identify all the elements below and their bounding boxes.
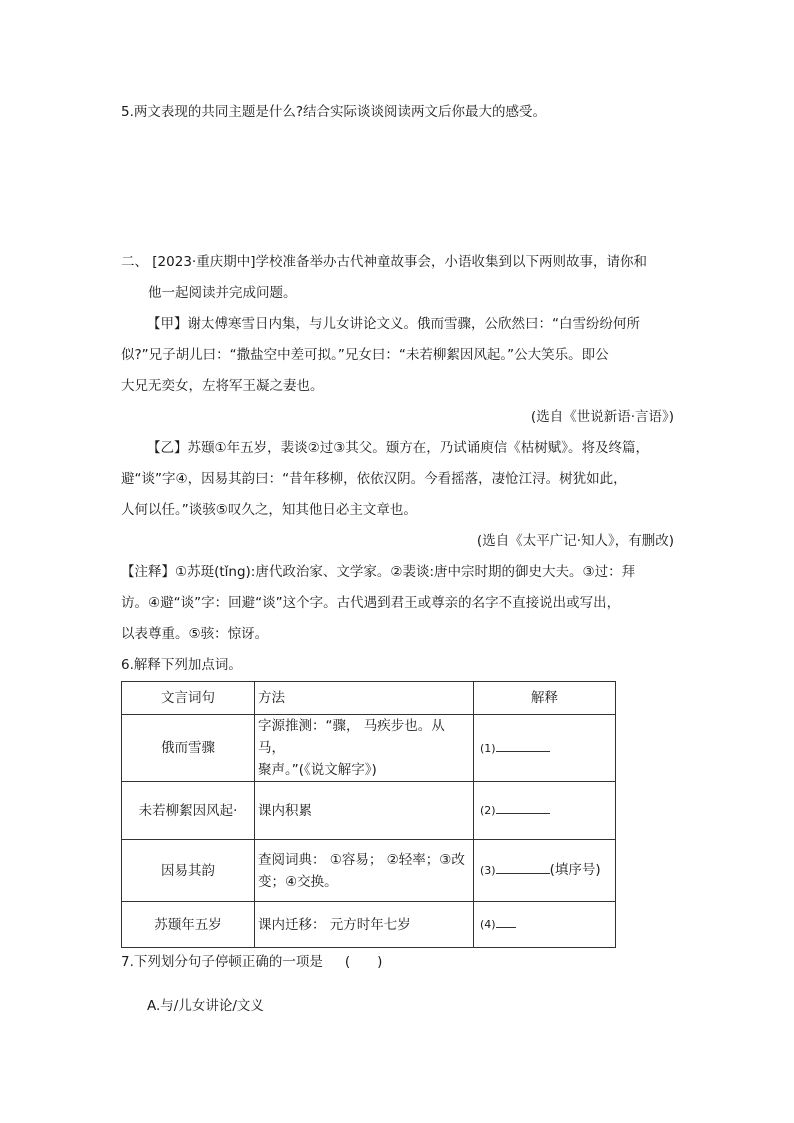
question-7-text: 7.下列划分句子停顿正确的一项是 xyxy=(121,954,323,970)
annotation-line-1: 【注释】①苏珽(tǐng):唐代政治家、文学家。②裴谈:唐中宗时期的御史大夫。③过：拜 xyxy=(121,564,636,580)
question-5: 5.两文表现的共同主题是什么?结合实际谈谈阅读两文后你最大的感受。 xyxy=(121,104,547,120)
row-method-line-1: 字源推测：“骤， 马疾步也。从马， xyxy=(258,718,445,756)
row-method xyxy=(255,715,474,782)
table-header-explanation: 解释 xyxy=(474,682,616,715)
question-6-prompt: 6.解释下列加点词。 xyxy=(121,657,242,673)
table-header-method: 方法 xyxy=(255,682,474,715)
row-method-line-1: 课内积累 xyxy=(258,802,312,819)
question-7-prompt xyxy=(121,952,382,972)
annotation-line-3: 以表尊重。⑤骇：惊讶。 xyxy=(121,626,269,642)
passage-yi-line-3: 人何以任。”谈骇⑤叹久之，知其他日必主文章也。 xyxy=(121,502,417,518)
row-phrase: 未若柳絮因风起· xyxy=(122,782,255,840)
passage-yi-line-2: 避“谈”字④，因易其韵曰：“昔年移柳，依依汉阴。今看摇落，凄怆江浔。树犹如此， xyxy=(121,471,627,487)
passage-yi-source: (选自《太平广记·知人》，有删改) xyxy=(476,533,674,549)
answer-number: (1) xyxy=(480,741,496,755)
row-answer xyxy=(474,782,616,840)
passage-jia-source: (选自《世说新语·言语》) xyxy=(530,409,674,425)
table-row xyxy=(122,782,616,840)
answer-blank[interactable] xyxy=(496,799,550,814)
row-answer xyxy=(474,840,616,902)
row-method xyxy=(255,782,474,840)
option-a[interactable]: A.与/儿女讲论/文义 xyxy=(147,998,264,1014)
row-phrase: 俄而雪骤 xyxy=(122,715,255,782)
row-method xyxy=(255,902,474,948)
row-method-line-1: 查阅词典： ①容易； ②轻率；③改 xyxy=(258,851,465,868)
section-2-intro-line-1: 二、 [2023·重庆期中]学校准备举办古代神童故事会，小语收集到以下两则故事，请你和 xyxy=(121,254,647,270)
answer-number: (3) xyxy=(480,864,496,877)
passage-jia-line-3: 大兄无奕女，左将军王凝之妻也。 xyxy=(121,378,324,394)
table-header-row xyxy=(122,682,616,715)
table-header-phrase: 文言词句 xyxy=(122,682,255,715)
answer-blank[interactable] xyxy=(496,859,550,874)
answer-suffix: (填序号) xyxy=(549,862,601,878)
annotation-line-2: 访。④避“谈”字：回避“谈”这个字。古代遇到君王或尊亲的名字不直接说出或写出， xyxy=(121,595,621,611)
passage-yi-line-1: 【乙】苏颋①年五岁，裴谈②过③其父。颋方在，乃试诵庾信《枯树赋》。将及终篇， xyxy=(147,440,650,456)
table-row xyxy=(122,902,616,948)
row-phrase: 因易其韵 xyxy=(122,840,255,902)
row-method-line-2: 变；④交换。 xyxy=(258,873,338,890)
answer-number: (2) xyxy=(480,804,496,817)
row-method-line-2: 聚声。”(《说文解字》) xyxy=(258,762,377,778)
answer-number: (4) xyxy=(480,918,496,931)
table-row xyxy=(122,715,616,782)
row-answer xyxy=(474,902,616,948)
answer-blank[interactable] xyxy=(496,913,516,928)
answer-blank[interactable] xyxy=(496,737,550,752)
row-answer xyxy=(474,715,616,782)
passage-jia-line-1: 【甲】谢太傅寒雪日内集，与儿女讲论文义。俄而雪骤，公欣然曰：“白雪纷纷何所 xyxy=(147,316,640,332)
table-row xyxy=(122,840,616,902)
explanation-table xyxy=(121,681,616,948)
section-2-intro-line-2: 他一起阅读并完成问题。 xyxy=(148,285,297,301)
row-method xyxy=(255,840,474,902)
answer-bracket[interactable]: ( ) xyxy=(344,954,383,970)
passage-jia-line-2: 似?”兄子胡儿曰：“撒盐空中差可拟。”兄女曰：“未若柳絮因风起。”公大笑乐。即公 xyxy=(121,347,609,363)
row-phrase: 苏颋年五岁 xyxy=(122,902,255,948)
row-method-line-1: 课内迁移： 元方时年七岁 xyxy=(258,916,411,933)
